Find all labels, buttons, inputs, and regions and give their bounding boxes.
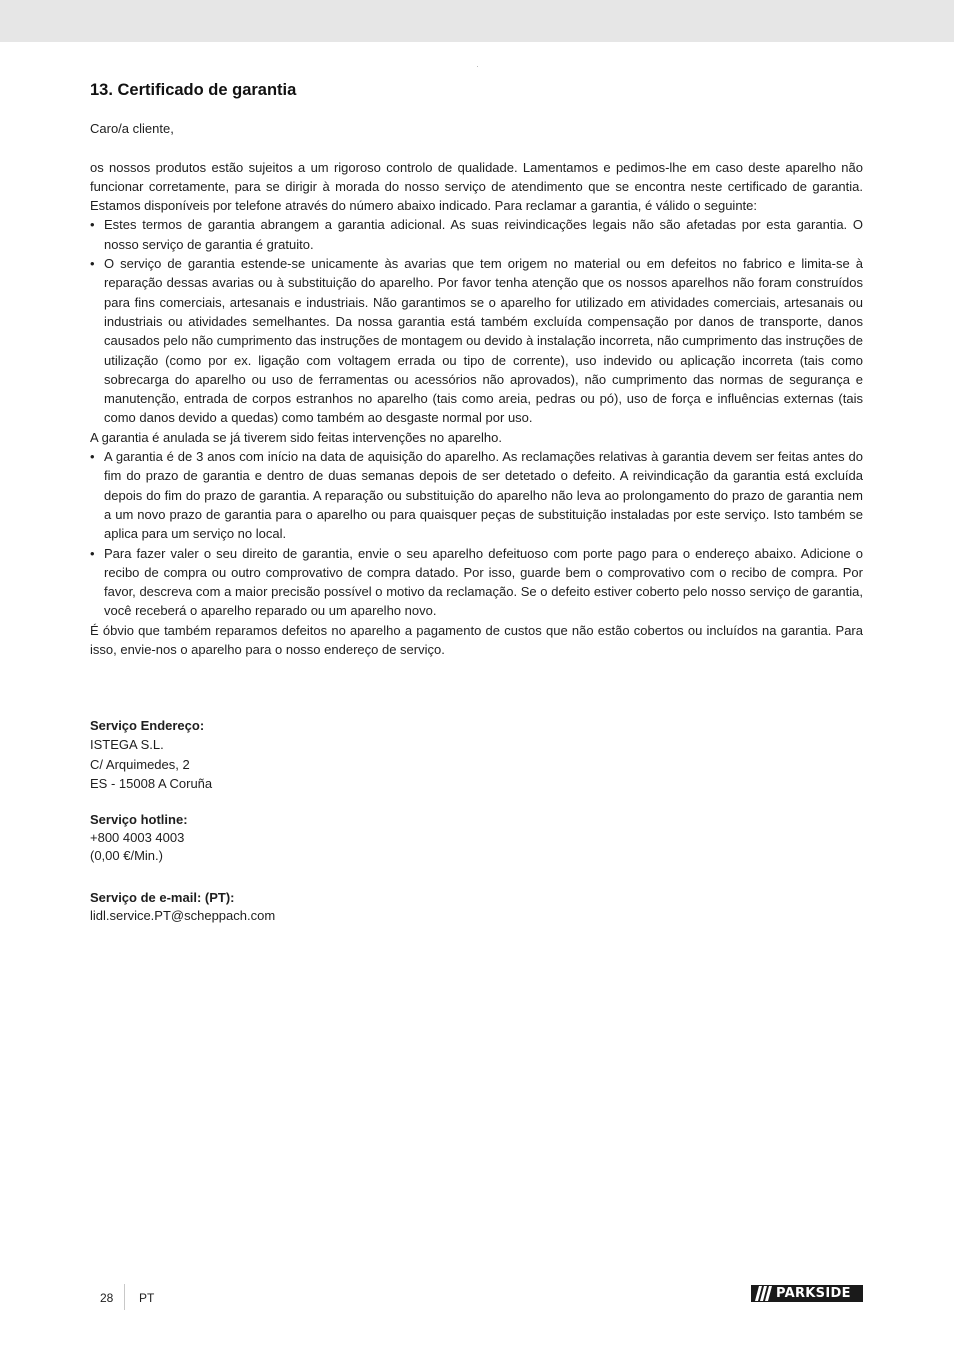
intro-paragraph: os nossos produtos estão sujeitos a um rigoroso controlo de qualidade. Lamentamos e pedimos-lhe em caso deste aparelho não funcionar corretamente, para se dirigir à morada do nosso serviço de atendimento que se encontra neste certificado de garantia. Estamos disponíveis por telefone através do número abaixo indicado. Para reclamar a garantia, é válido o seguinte: [90, 159, 863, 214]
list-item: • Estes termos de garantia abrangem a garantia adicional. As suas reivindicações legais não são afetadas por esta garantia. O nosso serviço de garantia é gratuito. [90, 215, 863, 254]
address-line: ISTEGA S.L. [90, 737, 164, 753]
parkside-logo [751, 1285, 863, 1302]
list-item: • O serviço de garantia estende-se unicamente às avarias que tem origem no material ou em defeitos no fabrico e limita-se à reparação dessas avarias ou à substituição do aparelho. Por favor tenha atenção que os nossos aparelhos não foram construídos para fins comerciais, artesanais e industriais. Não garantimos se o aparelho for utilizado em atividades comerciais, artesanais ou industriais ou atividades semelhantes. Da nossa garantia está também excluída compensação por danos de transporte, danos causados pelo não cumprimento das instruções de montagem ou devido à instalação incorreta, não cumprimento das instruções de utilização (como por ex. ligação com voltagem errada ou tipo de corrente), uso indevido ou aplicação incorreta (tais como sobrecarga do aparelho ou uso de ferramentas ou acessórios não aprovados), não cumprimento das normas de segurança e manutenção, entrada de corpos estranhos no aparelho (tais como areia, pedras ou pó), uso de força e influências externas (tais como danos devido a quedas) como também ao desgaste normal por uso. [90, 254, 863, 428]
language-code: PT [139, 1291, 155, 1305]
hotline-number: +800 4003 4003 [90, 830, 185, 846]
footer-divider [124, 1284, 125, 1310]
address-line: C/ Arquimedes, 2 [90, 756, 190, 772]
list-item: • A garantia é de 3 anos com início na data de aquisição do aparelho. As reclamações relativas à garantia devem ser feitas antes do fim do prazo de garantia e dentro de duas semanas depois de ser detetado o defeito. A reivindicação da garantia está excluída depois do fim do prazo de garantia. A reparação ou substituição do aparelho não leva ao prolongamento do prazo de garantia nem a um novo prazo de garantia para o aparelho ou para quaisquer peças de substituição instaladas por este serviço. Isto também se aplica para um serviço no local. [90, 447, 863, 543]
service-address-label: Serviço Endereço: [90, 718, 205, 733]
top-band [0, 0, 954, 42]
warranty-section [90, 78, 863, 659]
top-marker [477, 66, 478, 67]
address-line: ES - 15008 A Coruña [90, 775, 213, 791]
contact-block [90, 716, 490, 925]
void-note: A garantia é anulada se já tiverem sido feitas intervenções no aparelho. [90, 429, 502, 445]
logo-stripes-icon [755, 1286, 773, 1301]
list-item: • Para fazer valer o seu direito de garantia, envie o seu aparelho defeituoso com porte pago para o endereço abaixo. Adicione o recibo de compra ou outro comprovativo de compra datado. Por isso, guarde bem o comprovativo com o recibo de compra. Por favor, descreva com a maior precisão possível o motivo da reclamação. Se o defeito estiver coberto pelo nosso serviço de garantia, você receberá o aparelho reparado ou um aparelho novo. [90, 544, 863, 621]
email-address: lidl.service.PT@scheppach.com [90, 908, 276, 924]
bullet-list-a [90, 215, 863, 427]
section-heading: 13. Certificado de garantia [90, 81, 297, 99]
closing-paragraph: É óbvio que também reparamos defeitos no aparelho a pagamento de custos que não estão cobertos ou incluídos na garantia. Para isso, envie-nos o aparelho para o nosso endereço de serviço. [90, 622, 863, 658]
hotline-cost: (0,00 €/Min.) [90, 848, 163, 864]
page-number: 28 [100, 1291, 114, 1305]
greeting: Caro/a cliente, [90, 121, 174, 136]
bullet-list-b [90, 447, 863, 621]
hotline-label: Serviço hotline: [90, 812, 188, 828]
brand-name: PARKSIDE [776, 1286, 851, 1301]
email-label: Serviço de e-mail: (PT): [90, 890, 235, 906]
